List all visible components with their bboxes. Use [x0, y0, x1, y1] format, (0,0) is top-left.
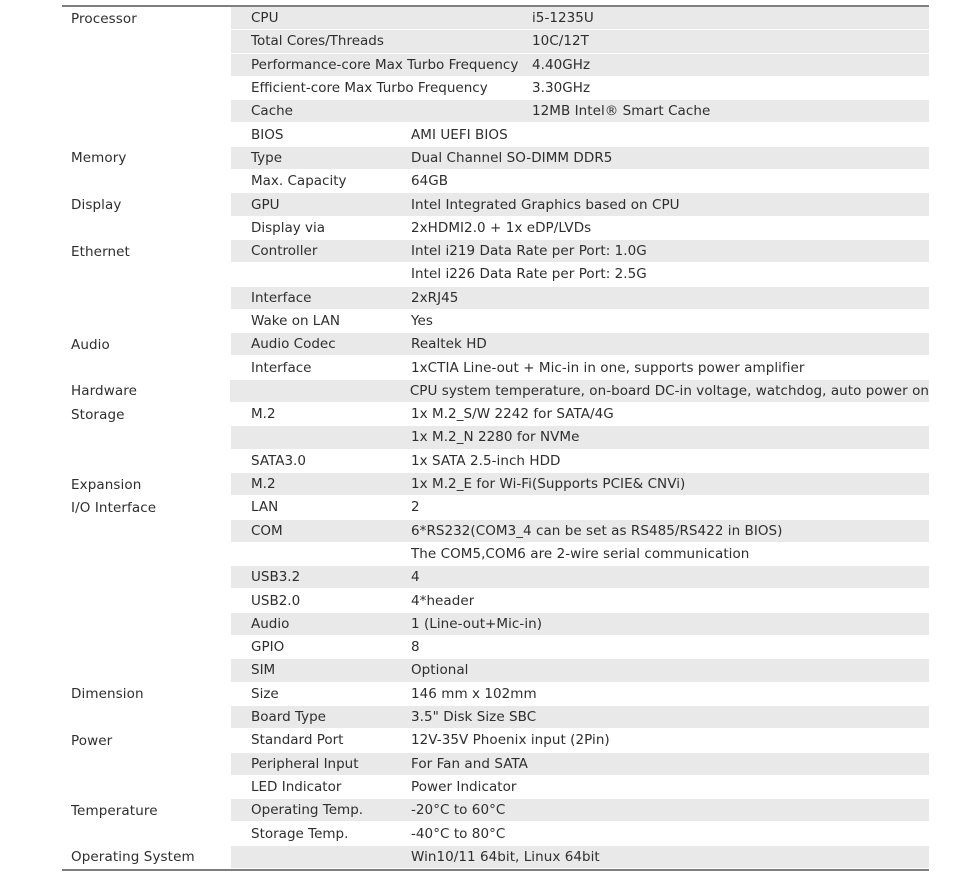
- spec-detail: [231, 799, 929, 822]
- spec-key: Board Type: [251, 709, 326, 726]
- spec-detail: [231, 54, 929, 77]
- spec-key: USB2.0: [251, 592, 301, 609]
- spec-detail: [231, 403, 929, 426]
- spec-value: AMI UEFI BIOS: [411, 126, 508, 143]
- spec-detail: [231, 520, 929, 543]
- spec-row: [62, 123, 929, 146]
- spec-detail: [231, 333, 929, 356]
- spec-detail: [231, 193, 929, 216]
- spec-category: Expansion: [71, 476, 142, 493]
- spec-key: COM: [251, 522, 283, 539]
- spec-detail: [231, 683, 929, 706]
- spec-category: Temperature: [71, 802, 158, 819]
- spec-row: [62, 310, 929, 333]
- spec-category: Display: [71, 197, 122, 214]
- spec-detail: [231, 613, 929, 636]
- spec-category: Audio: [71, 336, 110, 353]
- spec-key: Operating Temp.: [251, 802, 364, 819]
- spec-detail: [231, 636, 929, 659]
- spec-detail: [231, 473, 929, 496]
- spec-value: Dual Channel SO-DIMM DDR5: [411, 149, 613, 166]
- spec-key: Peripheral Input: [251, 755, 359, 772]
- spec-value: 1xCTIA Line-out + Mic-in in one, supports power amplifier: [411, 359, 805, 376]
- spec-value: Optional: [411, 662, 469, 679]
- spec-row: [62, 636, 929, 659]
- spec-key: Audio: [251, 615, 290, 632]
- spec-detail: [231, 659, 929, 682]
- spec-detail: [231, 543, 929, 566]
- spec-key: M.2: [251, 406, 276, 423]
- spec-detail: [231, 310, 929, 333]
- spec-row: [62, 30, 929, 53]
- spec-key: LAN: [251, 499, 279, 516]
- spec-detail: [231, 356, 929, 379]
- spec-detail: [231, 753, 929, 776]
- spec-row: [62, 450, 929, 473]
- spec-row: [62, 846, 929, 869]
- spec-value: Intel i219 Data Rate per Port: 1.0G: [411, 243, 647, 260]
- spec-value: 1x M.2_S/W 2242 for SATA/4G: [411, 406, 614, 423]
- spec-key: M.2: [251, 476, 276, 493]
- spec-row: [62, 613, 929, 636]
- spec-detail: [231, 100, 929, 123]
- spec-detail: [231, 7, 929, 30]
- spec-detail: [231, 846, 929, 869]
- spec-value: The COM5,COM6 are 2-wire serial communication: [411, 545, 750, 562]
- spec-key: BIOS: [251, 126, 284, 143]
- spec-detail: [231, 287, 929, 310]
- spec-row: [62, 520, 929, 543]
- spec-value: i5-1235U: [532, 10, 594, 27]
- spec-value: Realtek HD: [411, 336, 487, 353]
- spec-key: GPU: [251, 196, 280, 213]
- spec-key: Interface: [251, 289, 312, 306]
- spec-value: 3.5" Disk Size SBC: [411, 709, 537, 726]
- spec-value: 8: [411, 639, 420, 656]
- spec-value: 64GB: [411, 173, 449, 190]
- spec-row: [62, 217, 929, 240]
- spec-row: [62, 822, 929, 845]
- spec-row: [62, 356, 929, 379]
- spec-value: 1x M.2_E for Wi-Fi(Supports PCIE& CNVi): [411, 476, 686, 493]
- spec-key: Audio Codec: [251, 336, 336, 353]
- spec-detail: [231, 566, 929, 589]
- spec-row: [62, 380, 929, 403]
- spec-key: SIM: [251, 662, 276, 679]
- spec-row: [62, 776, 929, 799]
- spec-value: 3.30GHz: [532, 80, 591, 97]
- spec-key: Total Cores/Threads: [251, 33, 384, 50]
- spec-category: Power: [71, 732, 113, 749]
- spec-detail: [231, 123, 929, 146]
- spec-value: 146 mm x 102mm: [411, 685, 537, 702]
- spec-detail: [231, 450, 929, 473]
- spec-table: [62, 5, 929, 871]
- spec-value: 4.40GHz: [532, 56, 591, 73]
- spec-value: -40°C to 80°C: [411, 825, 506, 842]
- spec-detail: [231, 776, 929, 799]
- spec-detail: [231, 589, 929, 612]
- spec-detail: [231, 706, 929, 729]
- spec-row: [62, 263, 929, 286]
- spec-key: Controller: [251, 243, 318, 260]
- spec-key: Display via: [251, 219, 326, 236]
- spec-detail: [231, 170, 929, 193]
- spec-value: 2: [411, 499, 420, 516]
- spec-key: Performance-core Max Turbo Frequency: [251, 56, 519, 73]
- spec-detail: [231, 822, 929, 845]
- spec-key: Cache: [251, 103, 293, 120]
- spec-value: 1x M.2_N 2280 for NVMe: [411, 429, 580, 446]
- spec-row: [62, 54, 929, 77]
- spec-value: 2xRJ45: [411, 289, 459, 306]
- spec-value: Power Indicator: [411, 778, 517, 795]
- spec-detail: [230, 380, 929, 403]
- spec-category: Hardware: [71, 383, 137, 400]
- spec-row: [62, 799, 929, 822]
- spec-row: [62, 543, 929, 566]
- spec-detail: [231, 77, 929, 100]
- spec-value: 1x SATA 2.5-inch HDD: [411, 452, 561, 469]
- spec-key: Efficient-core Max Turbo Frequency: [251, 80, 488, 97]
- spec-row: [62, 589, 929, 612]
- spec-row: [62, 100, 929, 123]
- spec-row: [62, 496, 929, 519]
- spec-row: [62, 287, 929, 310]
- spec-value: -20°C to 60°C: [411, 802, 506, 819]
- spec-row: [62, 7, 929, 30]
- spec-value: 4*header: [411, 592, 475, 609]
- spec-detail: [231, 147, 929, 170]
- spec-value: 12V-35V Phoenix input (2Pin): [411, 732, 610, 749]
- spec-detail: [231, 240, 929, 263]
- spec-key: SATA3.0: [251, 452, 306, 469]
- spec-key: USB3.2: [251, 569, 301, 586]
- spec-detail: [231, 263, 929, 286]
- spec-category: Processor: [71, 10, 137, 27]
- spec-detail: [231, 496, 929, 519]
- spec-detail: [231, 729, 929, 752]
- spec-value: 6*RS232(COM3_4 can be set as RS485/RS422 in BIOS): [411, 522, 783, 539]
- spec-key: Size: [251, 685, 279, 702]
- spec-value: Intel Integrated Graphics based on CPU: [411, 196, 680, 213]
- spec-row: [62, 77, 929, 100]
- spec-category: I/O Interface: [71, 499, 157, 516]
- spec-row: [62, 426, 929, 449]
- spec-key: Interface: [251, 359, 312, 376]
- spec-value: 1 (Line-out+Mic-in): [411, 615, 543, 632]
- spec-value: Win10/11 64bit, Linux 64bit: [411, 848, 600, 865]
- spec-row: [62, 193, 929, 216]
- spec-value: 10C/12T: [532, 33, 589, 50]
- spec-detail: [231, 217, 929, 240]
- spec-row: [62, 403, 929, 426]
- spec-category: Storage: [71, 406, 125, 423]
- spec-row: [62, 729, 929, 752]
- spec-value: CPU system temperature, on-board DC-in voltage, watchdog, auto power on: [409, 382, 929, 399]
- spec-value: For Fan and SATA: [411, 755, 528, 772]
- spec-key: GPIO: [251, 639, 285, 656]
- spec-category: Ethernet: [71, 243, 130, 260]
- spec-key: Standard Port: [251, 732, 344, 749]
- spec-detail: [231, 426, 929, 449]
- spec-row: [62, 683, 929, 706]
- spec-key: LED Indicator: [251, 778, 342, 795]
- spec-key: Type: [251, 149, 283, 166]
- spec-row: [62, 566, 929, 589]
- spec-value: Intel i226 Data Rate per Port: 2.5G: [411, 266, 647, 283]
- spec-row: [62, 333, 929, 356]
- spec-row: [62, 240, 929, 263]
- spec-category: Dimension: [71, 686, 144, 703]
- spec-row: [62, 170, 929, 193]
- spec-row: [62, 706, 929, 729]
- spec-row: [62, 147, 929, 170]
- spec-key: Storage Temp.: [251, 825, 349, 842]
- spec-row: [62, 659, 929, 682]
- spec-value: 4: [411, 569, 420, 586]
- spec-value: 12MB Intel® Smart Cache: [532, 103, 711, 120]
- spec-key: Wake on LAN: [251, 313, 340, 329]
- spec-detail: [231, 30, 929, 53]
- spec-category: Operating System: [71, 849, 195, 866]
- spec-key: CPU: [251, 10, 279, 27]
- spec-value: Yes: [411, 313, 433, 329]
- spec-key: Max. Capacity: [251, 173, 347, 190]
- spec-row: [62, 753, 929, 776]
- spec-row: [62, 473, 929, 496]
- spec-category: Memory: [71, 150, 127, 167]
- spec-value: 2xHDMI2.0 + 1x eDP/LVDs: [411, 219, 592, 236]
